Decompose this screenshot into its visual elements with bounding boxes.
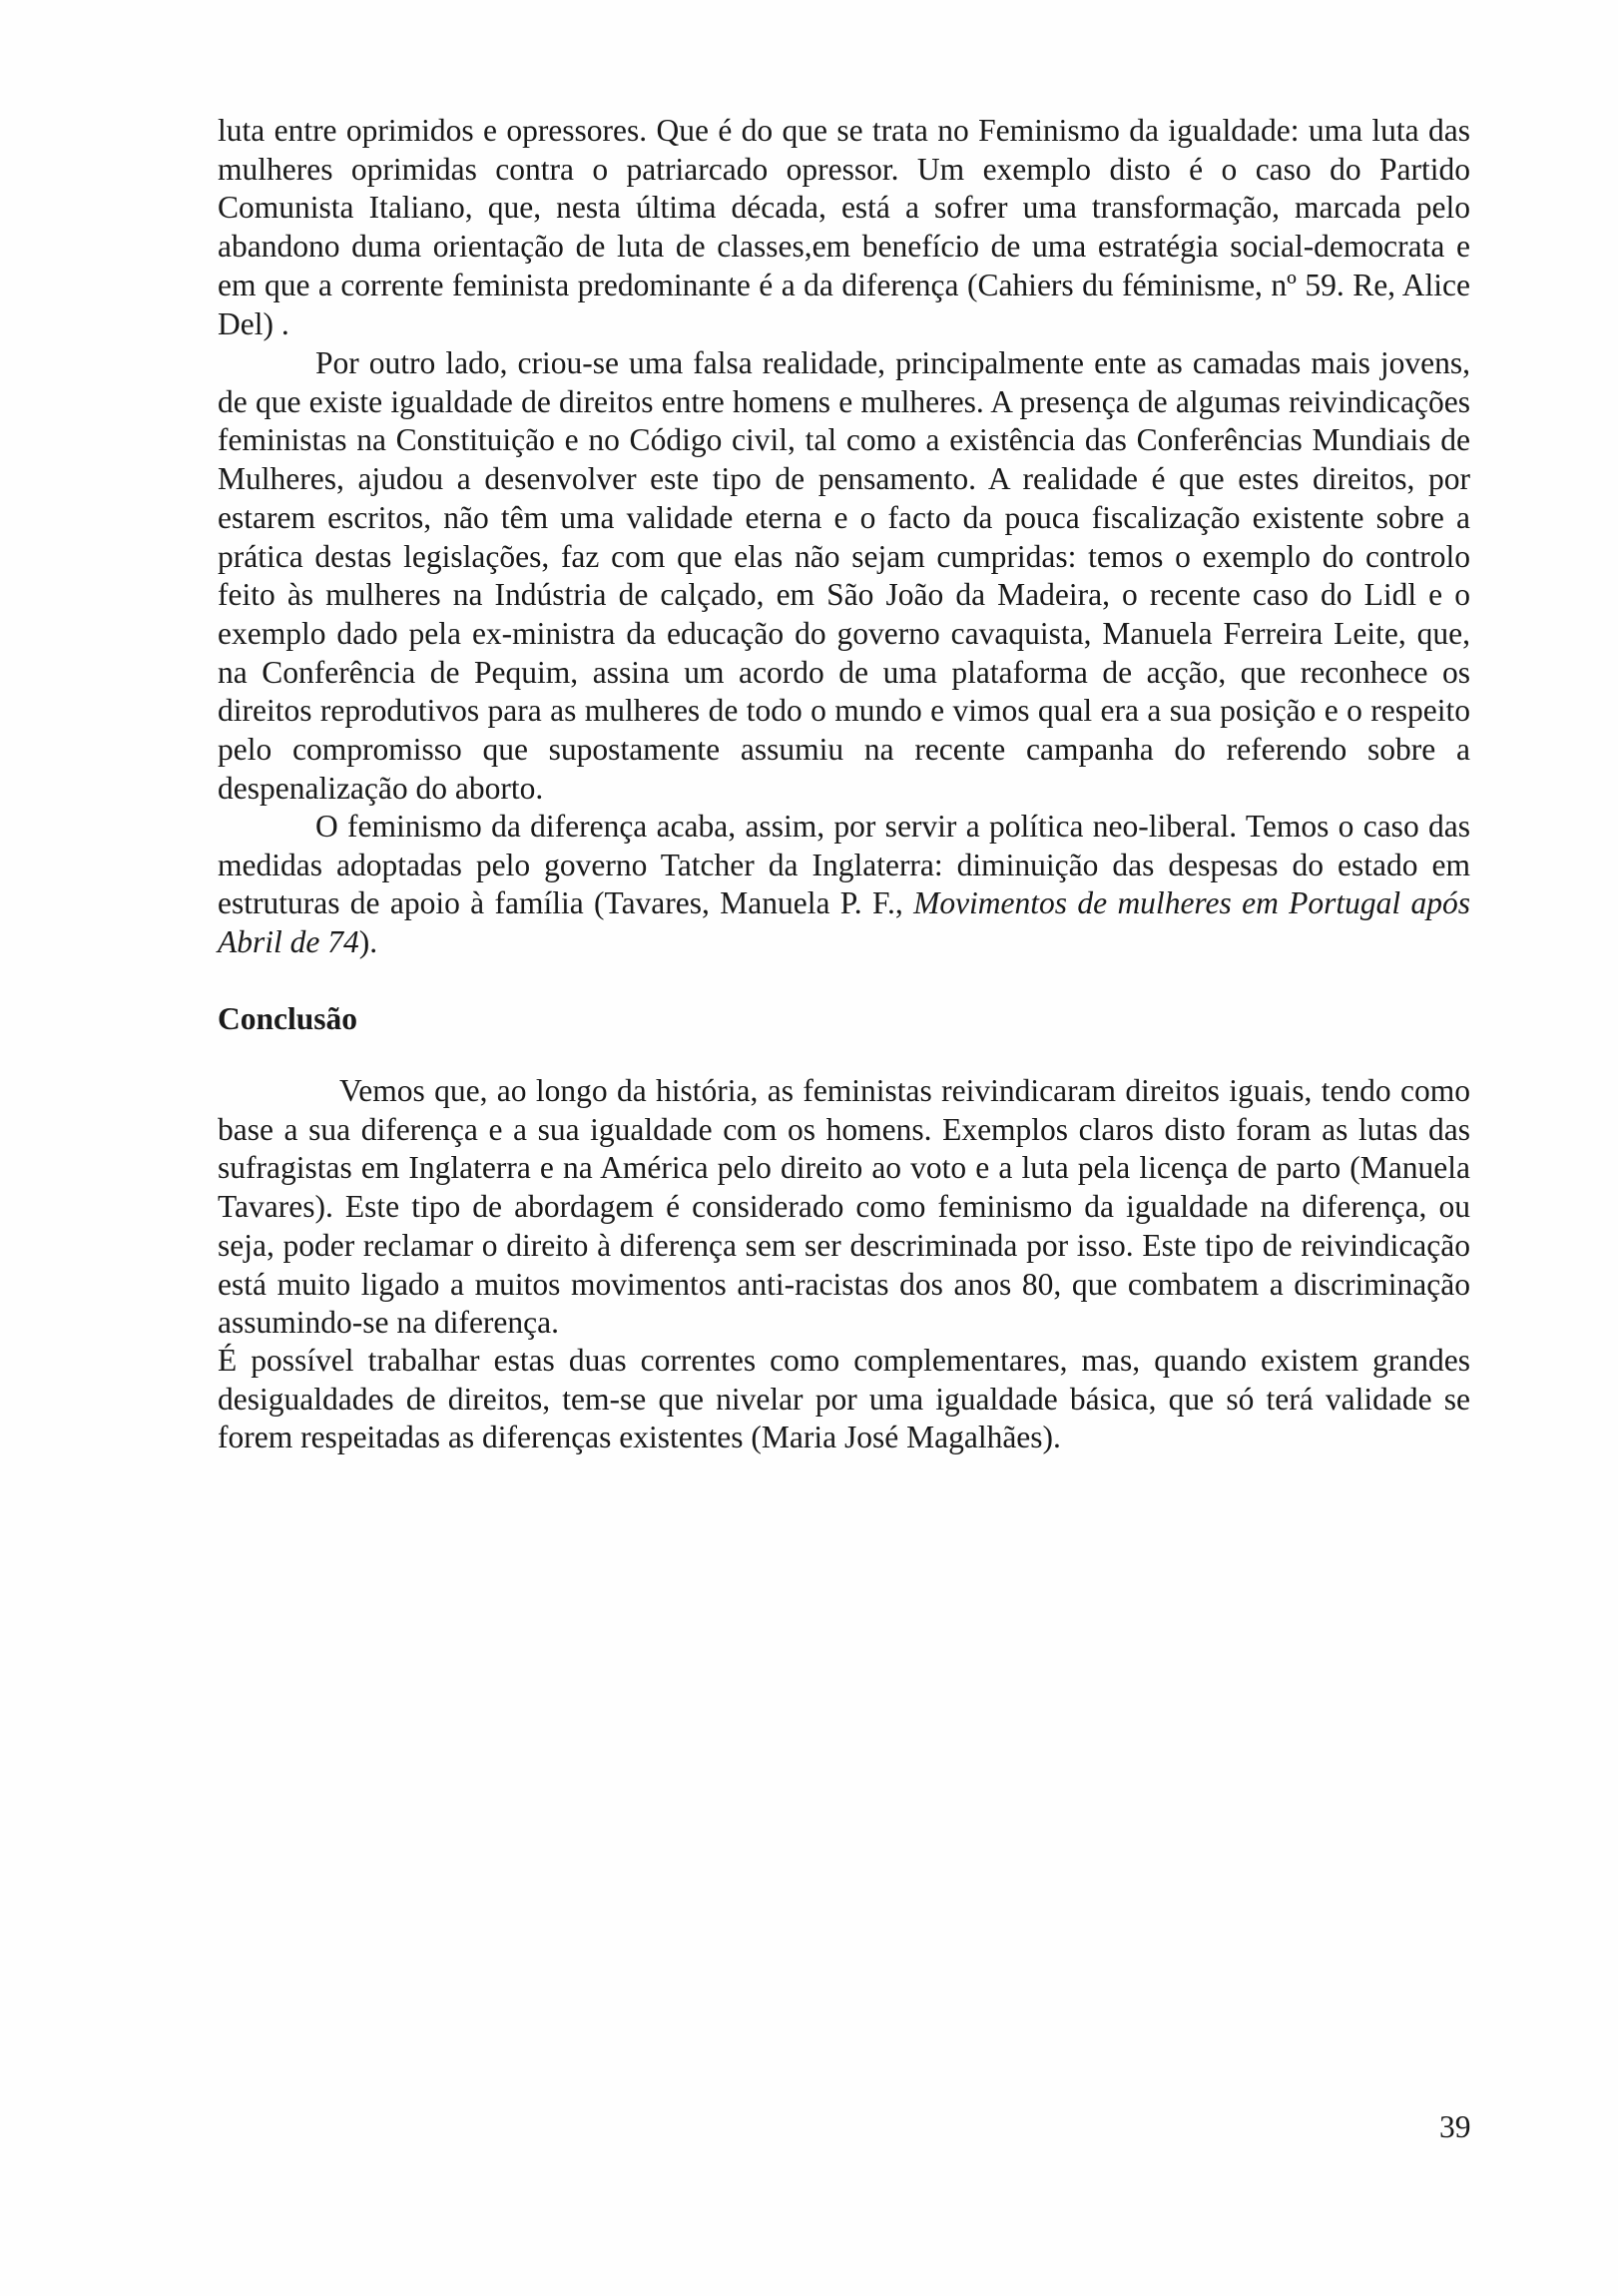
paragraph-3-text: O feminismo da diferença acaba, assim, por servir a política neo-liberal. Temos o caso das medidas adoptadas pelo governo Tatcher da Inglaterra: diminuição das despesas do estado em estruturas de apoio à família (Tavares, Manuela P. F., bbox=[218, 809, 1470, 921]
paragraph-1: luta entre oprimidos e opressores. Que é do que se trata no Feminismo da igualdade: uma luta das mulheres oprimidas contra o patriarcado opressor. Um exemplo disto é o caso do Partido Comunista Italiano, que, nesta última década, está a sofrer uma transformação, marcada pelo abandono duma orientação de luta de classes,em benefício de uma estratégia social-democrata e em que a corrente feminista predominante é a da diferença (Cahiers du féminisme, nº 59. Re, Alice Del) . bbox=[218, 113, 1470, 341]
paragraph-3-italic-title: Movimentos de mulheres em Portugal após Abril de 74 bbox=[218, 885, 1470, 960]
section-heading: Conclusão bbox=[218, 1001, 358, 1036]
paragraph-5: É possível trabalhar estas duas correntes como complementares, mas, quando existem grandes desigualdades de direitos, tem-se que nivelar por uma igualdade básica, que só terá validade se forem respeitadas as diferenças existentes (Maria José Magalhães). bbox=[218, 1343, 1470, 1455]
paragraph-3 bbox=[218, 808, 1470, 962]
paragraph-3-end: ). bbox=[358, 924, 378, 960]
paragraph-4: Vemos que, ao longo da história, as feministas reivindicaram direitos iguais, tendo como base a sua diferença e a sua igualdade com os homens. Exemplos claros disto foram as lutas das sufragistas em Inglaterra e na América pelo direito ao voto e a luta pela licença de parto (Manuela Tavares). Este tipo de abordagem é considerado como feminismo da igualdade na diferença, ou seja, poder reclamar o direito à diferença sem ser descriminada por isso. Este tipo de reivindicação está muito ligado a muitos movimentos anti-racistas dos anos 80, que combatem a discriminação assumindo-se na diferença. bbox=[218, 1073, 1470, 1341]
paragraph-2: Por outro lado, criou-se uma falsa realidade, principalmente ente as camadas mais jovens, de que existe igualdade de direitos entre homens e mulheres. A presença de algumas reivindicações feministas na Constituição e no Código civil, tal como a existência das Conferências Mundiais de Mulheres, ajudou a desenvolver este tipo de pensamento. A realidade é que estes direitos, por estarem escritos, não têm uma validade eterna e o facto da pouca fiscalização existente sobre a prática destas legislações, faz com que elas não sejam cumpridas: temos o exemplo do controlo feito às mulheres na Indústria de calçado, em São João da Madeira, o recente caso do Lidl e o exemplo dado pela ex-ministra da educação do governo cavaquista, Manuela Ferreira Leite, que, na Conferência de Pequim, assina um acordo de uma plataforma de acção, que reconhece os direitos reprodutivos para as mulheres de todo o mundo e vimos qual era a sua posição e o respeito pelo compromisso que supostamente assumiu na recente campanha do referendo sobre a despenalização do aborto. bbox=[218, 345, 1470, 806]
page-number: 39 bbox=[1439, 2109, 1471, 2144]
